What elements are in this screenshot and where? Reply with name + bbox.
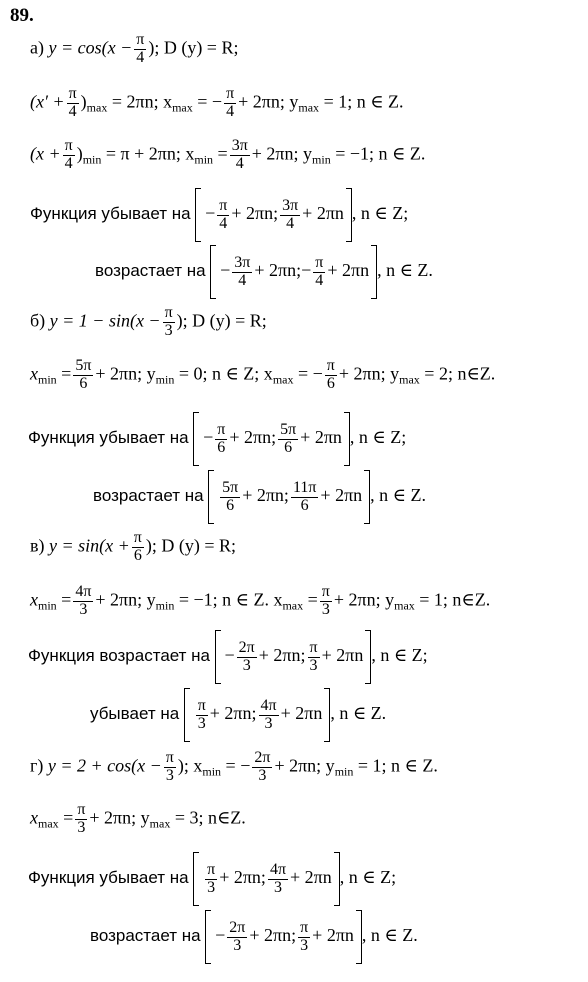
part-a-max: (x′ + $\frac{\pi}{4}$ )$_{max} = 2\pi n$; $x_{max}$ = − $\frac{\pi}{4}$ + 2πn; $y_{max} = 1$; n ∈ Z.: [30, 85, 404, 120]
part-label: б): [30, 310, 46, 331]
part-b-decreasing: Функция убывает на − $\frac{\pi}{6}$ + 2πn; $\frac{5\pi}{6}$ + 2πn , n ∈ Z;: [28, 412, 406, 466]
part-g-increasing: возрастает на − $\frac{2\pi}{3}$ + 2πn; $\frac{\pi}{3}$ + 2πn , n ∈ Z.: [90, 910, 418, 964]
part-g-max: $x_{max}$ = $\frac{\pi}{3}$ + 2πn; $y_{max} = 3$; n∈Z.: [30, 801, 246, 836]
part-g-decreasing: Функция убывает на $\frac{\pi}{3}$ + 2πn; $\frac{4\pi}{3}$ + 2πn , n ∈ Z;: [28, 852, 396, 906]
part-b-increasing: возрастает на $\frac{5\pi}{6}$ + 2πn; $\frac{11\pi}{6}$ + 2πn , n ∈ Z.: [93, 470, 426, 524]
part-a-min: (x + $\frac{\pi}{4}$ )$_{min} = \pi + 2\pi n$; $x_{min}$ = $\frac{3\pi}{4}$ + 2πn; $y_{min} = -1$; n ∈ Z.: [30, 137, 426, 172]
part-v-function: в) y = sin(x + $\frac{\pi}{6}$ ); D (y) = R;: [30, 529, 236, 564]
part-v-extrema: $x_{min}$ = $\frac{4\pi}{3}$ + 2πn; $y_{min} = -1$; n ∈ Z. $x_{max}$ = $\frac{\pi}{3}$ + 2πn; $y_{max} = 1$; n∈Z.: [30, 583, 491, 618]
fraction: $\frac{\pi}{4}$: [136, 31, 145, 66]
part-g-function: г) y = 2 + cos(x − $\frac{\pi}{3}$ ); $x_{min}$ = − $\frac{2\pi}{3}$ + 2πn; $y_{min} = 1$; n ∈ Z.: [30, 749, 438, 784]
part-a-function: а) y = cos(x − $\frac{\pi}{4}$ ); D (y) = R;: [30, 31, 239, 66]
part-b-function: б) y = 1 − sin(x − $\frac{\pi}{3}$ ); D (y) = R;: [30, 304, 267, 339]
part-label: а): [30, 37, 44, 58]
problem-number: 89.: [10, 5, 34, 26]
part-v-decreasing: убывает на $\frac{\pi}{3}$ + 2πn; $\frac{4\pi}{3}$ + 2πn , n ∈ Z.: [90, 688, 386, 742]
part-label: г): [30, 755, 44, 776]
part-label: в): [30, 535, 45, 556]
part-a-decreasing: Функция убывает на − $\frac{\pi}{4}$ + 2πn; $\frac{3\pi}{4}$ + 2πn , n ∈ Z;: [30, 188, 408, 242]
part-v-increasing: Функция возрастает на − $\frac{2\pi}{3}$ + 2πn; $\frac{\pi}{3}$ + 2πn , n ∈ Z;: [28, 630, 428, 684]
expr: y = cos(x −: [48, 37, 133, 58]
part-a-increasing: возрастает на − $\frac{3\pi}{4}$ + 2πn;− $\frac{\pi}{4}$ + 2πn , n ∈ Z.: [95, 245, 433, 299]
part-b-extrema: $x_{min}$ = $\frac{5\pi}{6}$ + 2πn; $y_{min} = 0$; n ∈ Z; $x_{max}$ = − $\frac{\pi}{6}$ + 2πn; $y_{max} = 2$; n∈Z.: [30, 357, 496, 392]
